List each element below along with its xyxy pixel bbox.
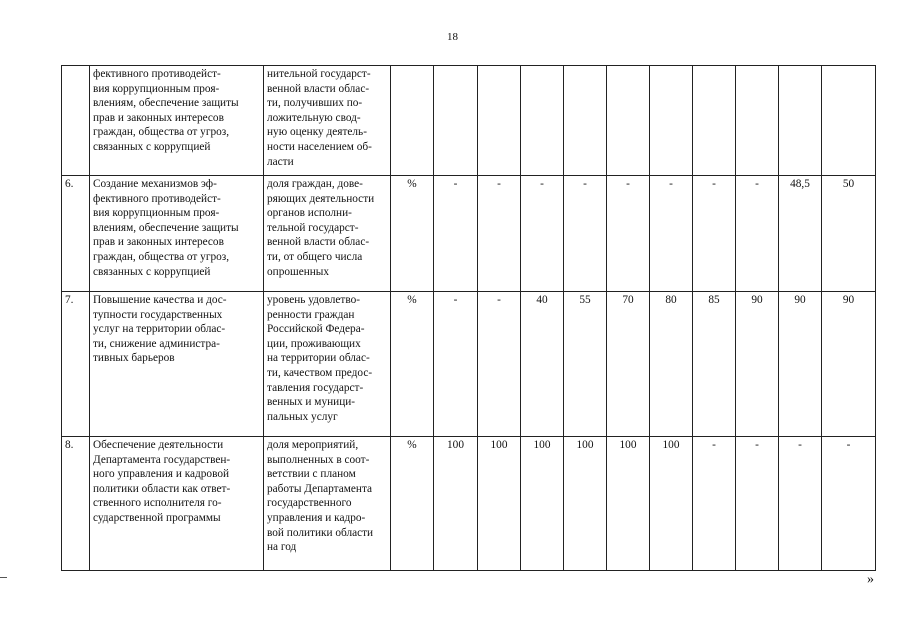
- value-cell: [736, 292, 779, 437]
- unit-cell: [391, 292, 434, 437]
- value-cell-text: 100: [662, 439, 680, 451]
- row-number-cell: [62, 66, 90, 176]
- unit-cell-text: %: [407, 439, 417, 451]
- value-cell: [564, 66, 607, 176]
- goal-cell-text: фективного противодейст- вия коррупционным проя- влениям, обеспечение защиты прав и законных интересов граждан, общества от угроз, связанных с коррупцией: [93, 68, 239, 153]
- value-cell-text: 100: [447, 439, 464, 451]
- value-cell: [564, 292, 607, 437]
- value-cell-text: 100: [533, 439, 551, 451]
- value-cell-text: -: [453, 178, 458, 190]
- goal-cell: [90, 292, 264, 437]
- indicators-table: [61, 65, 876, 571]
- indicator-cell: [264, 292, 391, 437]
- row-number-cell-text: 8.: [65, 439, 74, 451]
- value-cell: [736, 66, 779, 176]
- continuation-mark: »: [867, 572, 874, 587]
- value-cell: [478, 176, 521, 292]
- value-cell: [693, 176, 736, 292]
- value-cell-text: 55: [579, 294, 591, 306]
- value-cell: [607, 66, 650, 176]
- value-cell-text: -: [712, 178, 716, 190]
- value-cell-text: -: [755, 439, 759, 451]
- value-cell: [650, 66, 693, 176]
- table-row: [62, 176, 876, 292]
- value-cell-text: -: [755, 178, 759, 190]
- row-number-cell-text: 6.: [65, 178, 74, 190]
- row-number-cell: [62, 176, 90, 292]
- indicator-cell: [264, 66, 391, 176]
- value-cell-text: 90: [842, 294, 855, 306]
- value-cell-text: -: [712, 439, 716, 451]
- value-cell: [822, 437, 876, 571]
- value-cell: [779, 66, 822, 176]
- value-cell: [521, 437, 564, 571]
- table-row: [62, 292, 876, 437]
- value-cell-text: -: [540, 178, 544, 190]
- row-number-cell: [62, 292, 90, 437]
- value-cell-text: -: [798, 439, 802, 451]
- value-cell: [521, 292, 564, 437]
- unit-cell: [391, 176, 434, 292]
- value-cell: [434, 292, 478, 437]
- goal-cell-text: Обеспечение деятельности Департамента государствен- ного управления и кадровой политики области как ответ- ственного исполнителя го- сударственной программы: [93, 439, 231, 524]
- value-cell: [822, 292, 876, 437]
- indicator-cell-text: уровень удовлетво- ренности граждан Российской Федера- ции, проживающих на территории облас- ти, качеством предос- тавления государст- венных и муници- пальных услуг: [267, 294, 373, 423]
- value-cell: [650, 292, 693, 437]
- value-cell: [779, 292, 822, 437]
- goal-cell: [90, 66, 264, 176]
- value-cell: [650, 437, 693, 571]
- value-cell-text: 80: [665, 294, 677, 306]
- goal-cell-text: Повышение качества и дос- тупности государственных услуг на территории облас- ти, снижение администра- тивных барьеров: [93, 294, 227, 365]
- indicator-cell-text: доля мероприятий, выполненных в соот- ветствии с планом работы Департамента государственного управления и кадро- вой политики области на год: [267, 439, 374, 554]
- indicator-cell-text: доля граждан, дове- ряющих деятельности органов исполни- тельной государст- венной власти облас- ти, от общего числа опрошенных: [267, 178, 375, 278]
- value-cell: [478, 437, 521, 571]
- value-cell: [650, 176, 693, 292]
- row-number-cell-text: 7.: [65, 294, 74, 306]
- value-cell: [434, 437, 478, 571]
- value-cell: [607, 437, 650, 571]
- value-cell: [822, 176, 876, 292]
- value-cell-text: -: [846, 439, 851, 451]
- unit-cell-text: %: [407, 294, 417, 306]
- value-cell: [607, 176, 650, 292]
- value-cell-text: 40: [536, 294, 548, 306]
- table-row: [62, 66, 876, 176]
- value-cell-text: 85: [708, 294, 720, 306]
- unit-cell: [391, 66, 434, 176]
- value-cell-text: -: [453, 294, 458, 306]
- value-cell-text: 100: [619, 439, 637, 451]
- value-cell-text: 50: [842, 178, 855, 190]
- value-cell: [736, 176, 779, 292]
- value-cell: [521, 66, 564, 176]
- value-cell: [779, 176, 822, 292]
- indicator-cell-text: нительной государст- венной власти облас- ти, получивших по- ложительную свод- ную оценку деятель- ности населением об- ласти: [267, 68, 372, 168]
- page-number: 18: [447, 31, 458, 43]
- unit-cell-text: %: [407, 178, 417, 190]
- value-cell: [779, 437, 822, 571]
- indicator-cell: [264, 437, 391, 571]
- value-cell: [736, 437, 779, 571]
- table-row: [62, 437, 876, 571]
- value-cell-text: 70: [622, 294, 634, 306]
- goal-cell: [90, 437, 264, 571]
- value-cell: [822, 66, 876, 176]
- goal-cell: [90, 176, 264, 292]
- value-cell-text: -: [669, 178, 673, 190]
- value-cell: [693, 437, 736, 571]
- value-cell: [478, 66, 521, 176]
- value-cell-text: 48,5: [790, 178, 810, 190]
- value-cell: [693, 292, 736, 437]
- value-cell-text: 100: [490, 439, 508, 451]
- value-cell-text: -: [583, 178, 587, 190]
- unit-cell: [391, 437, 434, 571]
- value-cell-text: -: [497, 294, 501, 306]
- indicator-cell: [264, 176, 391, 292]
- value-cell-text: 90: [751, 294, 763, 306]
- value-cell: [434, 176, 478, 292]
- value-cell: [564, 176, 607, 292]
- value-cell-text: 100: [576, 439, 594, 451]
- value-cell: [607, 292, 650, 437]
- goal-cell-text: Создание механизмов эф- фективного противодейст- вия коррупционным проя- влениям, обеспечение защиты прав и законных интересов граждан, общества от угроз, связанных с коррупцией: [93, 178, 239, 278]
- value-cell: [564, 437, 607, 571]
- value-cell-text: -: [497, 178, 501, 190]
- value-cell-text: 90: [794, 294, 806, 306]
- margin-tick: [0, 577, 7, 578]
- value-cell: [478, 292, 521, 437]
- value-cell: [434, 66, 478, 176]
- value-cell-text: -: [626, 178, 630, 190]
- value-cell: [521, 176, 564, 292]
- row-number-cell: [62, 437, 90, 571]
- value-cell: [693, 66, 736, 176]
